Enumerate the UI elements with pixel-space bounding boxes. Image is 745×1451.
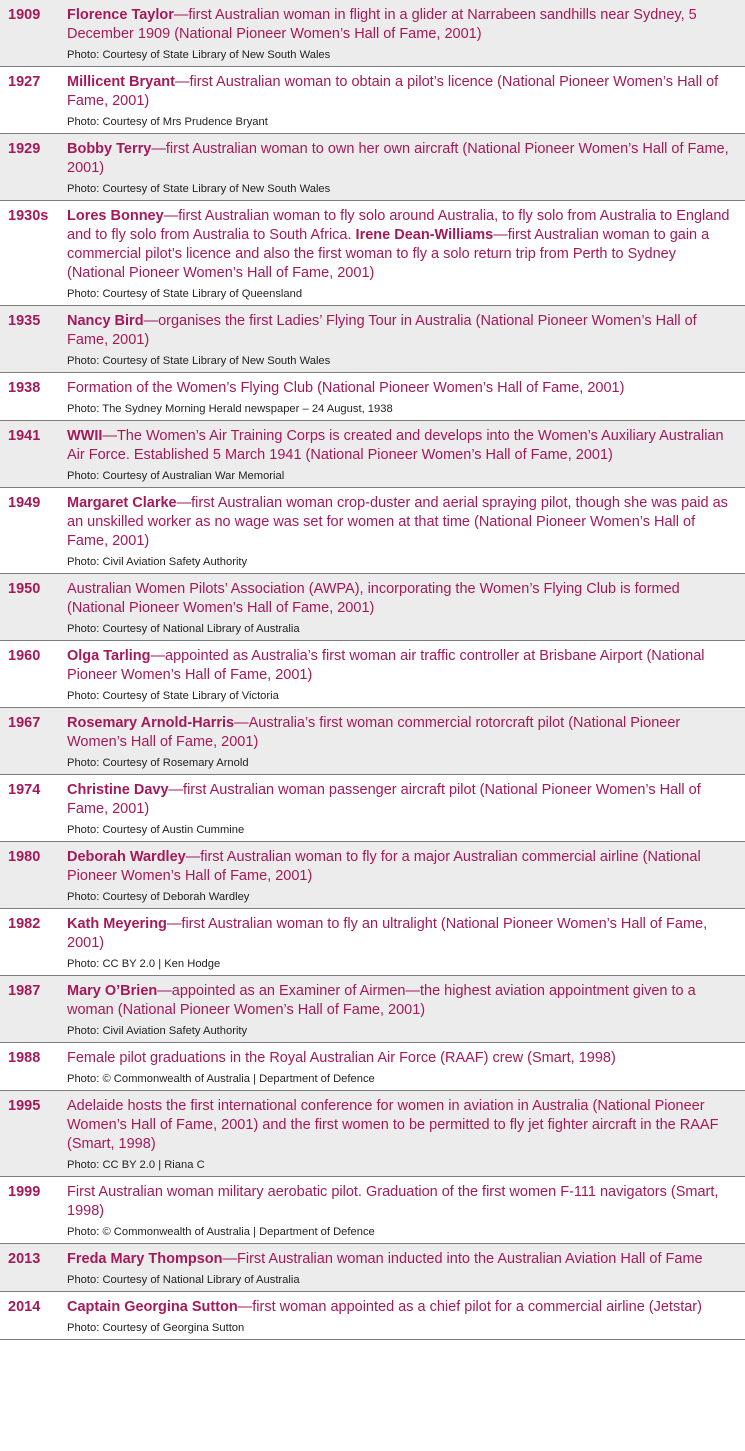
event-text: Australian Women Pilots’ Association (AWPA), incorporating the Women’s Flying Club is formed (National Pioneer Women’s Hall of Fame, 2001) [67, 581, 680, 616]
row-description [67, 714, 737, 752]
person-name: Freda Mary Thompson [67, 1251, 223, 1267]
row-content [67, 848, 745, 904]
timeline-row [0, 134, 745, 201]
photo-credit: Photo: Courtesy of State Library of Queensland [67, 288, 303, 300]
person-name: Bobby Terry [67, 141, 152, 157]
person-name: Olga Tarling [67, 648, 151, 664]
row-year: 1960 [8, 648, 41, 664]
photo-credit: Photo: Courtesy of Austin Cummine [67, 824, 245, 836]
timeline-row [0, 1244, 745, 1292]
photo-credit: Photo: Courtesy of State Library of New South Wales [67, 183, 331, 195]
row-content [67, 781, 745, 837]
person-name: Rosemary Arnold-Harris [67, 715, 235, 731]
event-text: —organises the first Ladies’ Flying Tour in Australia (National Pioneer Women’s Hall of Fame, 2001) [67, 313, 697, 348]
row-description [67, 580, 737, 618]
timeline-row [0, 842, 745, 909]
event-text: Female pilot graduations in the Royal Australian Air Force (RAAF) crew (Smart, 1998) [67, 1050, 616, 1066]
event-text: —first Australian woman to obtain a pilot’s licence (National Pioneer Women’s Hall of Fame, 2001) [67, 74, 719, 109]
row-content [67, 647, 745, 703]
timeline-row [0, 201, 745, 306]
row-content [67, 494, 745, 569]
photo-credit: Photo: Courtesy of State Library of New South Wales [67, 355, 331, 367]
timeline-row [0, 306, 745, 373]
row-description [67, 494, 737, 551]
row-content [67, 207, 745, 301]
person-name: Millicent Bryant [67, 74, 175, 90]
row-year: 1909 [8, 7, 41, 23]
row-content [67, 1183, 745, 1239]
person-name: Mary O’Brien [67, 983, 158, 999]
photo-credit: Photo: Civil Aviation Safety Authority [67, 556, 248, 568]
row-content [67, 1049, 745, 1086]
row-content [67, 427, 745, 483]
photo-credit: Photo: Courtesy of Deborah Wardley [67, 891, 250, 903]
row-year: 1995 [8, 1098, 41, 1114]
person-name: Captain Georgina Sutton [67, 1299, 238, 1315]
photo-credit: Photo: Courtesy of Mrs Prudence Bryant [67, 116, 268, 128]
row-description [67, 915, 737, 953]
timeline-row [0, 909, 745, 976]
row-description [67, 1250, 737, 1269]
row-year: 1941 [8, 428, 41, 444]
timeline-row [0, 1177, 745, 1244]
row-description [67, 6, 737, 44]
row-content [67, 140, 745, 196]
timeline-row [0, 641, 745, 708]
person-name: WWII [67, 428, 103, 444]
person-name-2: Irene Dean-Williams [355, 227, 494, 243]
photo-credit: Photo: © Commonwealth of Australia | Department of Defence [67, 1073, 375, 1085]
person-name: Kath Meyering [67, 916, 167, 932]
timeline-row [0, 488, 745, 574]
person-name: Deborah Wardley [67, 849, 186, 865]
event-text: —Australia’s first woman commercial rotorcraft pilot (National Pioneer Women’s Hall of Fame, 2001) [67, 715, 681, 750]
row-description [67, 1049, 737, 1068]
row-description [67, 427, 737, 465]
event-text: —First Australian woman inducted into the Australian Aviation Hall of Fame [222, 1251, 703, 1267]
person-name: Christine Davy [67, 782, 169, 798]
row-year: 1974 [8, 782, 41, 798]
row-description [67, 379, 737, 398]
row-year: 2014 [8, 1299, 41, 1315]
row-description [67, 781, 737, 819]
event-text-2: —first Australian woman to gain a commercial pilot’s licence and also the first woman to fly a solo return trip from Perth to Sydney (National Pioneer Women’s Hall of Fame, 2001) [67, 227, 710, 281]
timeline-row [0, 1043, 745, 1091]
row-description [67, 848, 737, 886]
row-year: 2013 [8, 1251, 41, 1267]
timeline-row [0, 1292, 745, 1340]
timeline-row [0, 373, 745, 421]
row-content [67, 580, 745, 636]
photo-credit: Photo: Courtesy of Australian War Memorial [67, 470, 285, 482]
row-description [67, 982, 737, 1020]
photo-credit: Photo: Courtesy of State Library of Victoria [67, 690, 279, 702]
row-description [67, 1183, 737, 1221]
row-content [67, 312, 745, 368]
event-text: —appointed as an Examiner of Airmen—the highest aviation appointment given to a woman (National Pioneer Women’s Hall of Fame, 2001) [67, 983, 696, 1018]
row-content [67, 915, 745, 971]
timeline-row [0, 0, 745, 67]
row-year: 1949 [8, 495, 41, 511]
event-text: —first Australian woman to fly solo around Australia, to fly solo from Australia to England and to fly solo from Australia to South Africa. [67, 208, 730, 243]
row-year: 1988 [8, 1050, 41, 1066]
row-description [67, 1097, 737, 1154]
event-text: First Australian woman military aerobatic pilot. Graduation of the first women F-111 navigators (Smart, 1998) [67, 1184, 719, 1219]
row-description [67, 1298, 737, 1317]
event-text: —first Australian woman to fly for a major Australian commercial airline (National Pioneer Women’s Hall of Fame, 2001) [67, 849, 701, 884]
timeline-row [0, 574, 745, 641]
event-text: —first Australian woman crop-duster and aerial spraying pilot, though she was paid as an unskilled worker as no wage was set for women at that time (National Pioneer Women’s Hall of Fame, 2001) [67, 495, 728, 549]
row-content [67, 714, 745, 770]
event-text: —The Women’s Air Training Corps is created and develops into the Women’s Auxiliary Australian Air Force. Established 5 March 1941 (National Pioneer Women’s Hall of Fame, 2001) [67, 428, 724, 463]
person-name: Lores Bonney [67, 208, 164, 224]
event-text: —first Australian woman in flight in a glider at Narrabeen sandhills near Sydney, 5 December 1909 (National Pioneer Women’s Hall of Fame, 2001) [67, 7, 697, 42]
event-text: —appointed as Australia’s first woman air traffic controller at Brisbane Airport (National Pioneer Women’s Hall of Fame, 2001) [67, 648, 705, 683]
row-description [67, 207, 737, 283]
photo-credit: Photo: Courtesy of Georgina Sutton [67, 1322, 245, 1334]
row-year: 1987 [8, 983, 41, 999]
event-text: —first Australian woman passenger aircraft pilot (National Pioneer Women’s Hall of Fame, 2001) [67, 782, 701, 817]
row-content [67, 6, 745, 62]
event-text: —first woman appointed as a chief pilot for a commercial airline (Jetstar) [237, 1299, 702, 1315]
row-content [67, 1250, 745, 1287]
row-year: 1927 [8, 74, 41, 90]
row-year: 1938 [8, 380, 41, 396]
row-year: 1982 [8, 916, 41, 932]
event-text: —first Australian woman to fly an ultralight (National Pioneer Women’s Hall of Fame, 2001) [67, 916, 708, 951]
timeline-row [0, 67, 745, 134]
timeline-row [0, 1091, 745, 1177]
timeline-row [0, 708, 745, 775]
row-description [67, 73, 737, 111]
photo-credit: Photo: © Commonwealth of Australia | Department of Defence [67, 1226, 375, 1238]
photo-credit: Photo: CC BY 2.0 | Riana C [67, 1159, 205, 1171]
person-name: Margaret Clarke [67, 495, 177, 511]
event-text: Adelaide hosts the first international conference for women in aviation in Australia (National Pioneer Women’s Hall of Fame, 2001) and the first women to be permitted to fly jet fighter aircraft in the RAAF (Smart, 1998) [67, 1098, 719, 1152]
row-year: 1929 [8, 141, 41, 157]
timeline-row [0, 976, 745, 1043]
row-year: 1930s [8, 208, 49, 224]
row-year: 1950 [8, 581, 41, 597]
person-name: Nancy Bird [67, 313, 144, 329]
row-year: 1967 [8, 715, 41, 731]
row-content [67, 982, 745, 1038]
row-content [67, 1298, 745, 1335]
row-year: 1935 [8, 313, 41, 329]
photo-credit: Photo: Courtesy of National Library of Australia [67, 623, 300, 635]
row-content [67, 73, 745, 129]
row-content [67, 379, 745, 416]
row-year: 1980 [8, 849, 41, 865]
person-name: Florence Taylor [67, 7, 174, 23]
event-text: —first Australian woman to own her own aircraft (National Pioneer Women’s Hall of Fame, 2001) [67, 141, 729, 176]
timeline-row [0, 775, 745, 842]
photo-credit: Photo: Courtesy of National Library of Australia [67, 1274, 300, 1286]
photo-credit: Photo: Courtesy of State Library of New South Wales [67, 49, 331, 61]
photo-credit: Photo: CC BY 2.0 | Ken Hodge [67, 958, 221, 970]
row-content [67, 1097, 745, 1172]
photo-credit: Photo: Courtesy of Rosemary Arnold [67, 757, 249, 769]
row-description [67, 647, 737, 685]
row-year: 1999 [8, 1184, 41, 1200]
photo-credit: Photo: The Sydney Morning Herald newspaper – 24 August, 1938 [67, 403, 393, 415]
photo-credit: Photo: Civil Aviation Safety Authority [67, 1025, 248, 1037]
row-description [67, 312, 737, 350]
event-text: Formation of the Women’s Flying Club (National Pioneer Women’s Hall of Fame, 2001) [67, 380, 625, 396]
timeline-row [0, 421, 745, 488]
row-description [67, 140, 737, 178]
